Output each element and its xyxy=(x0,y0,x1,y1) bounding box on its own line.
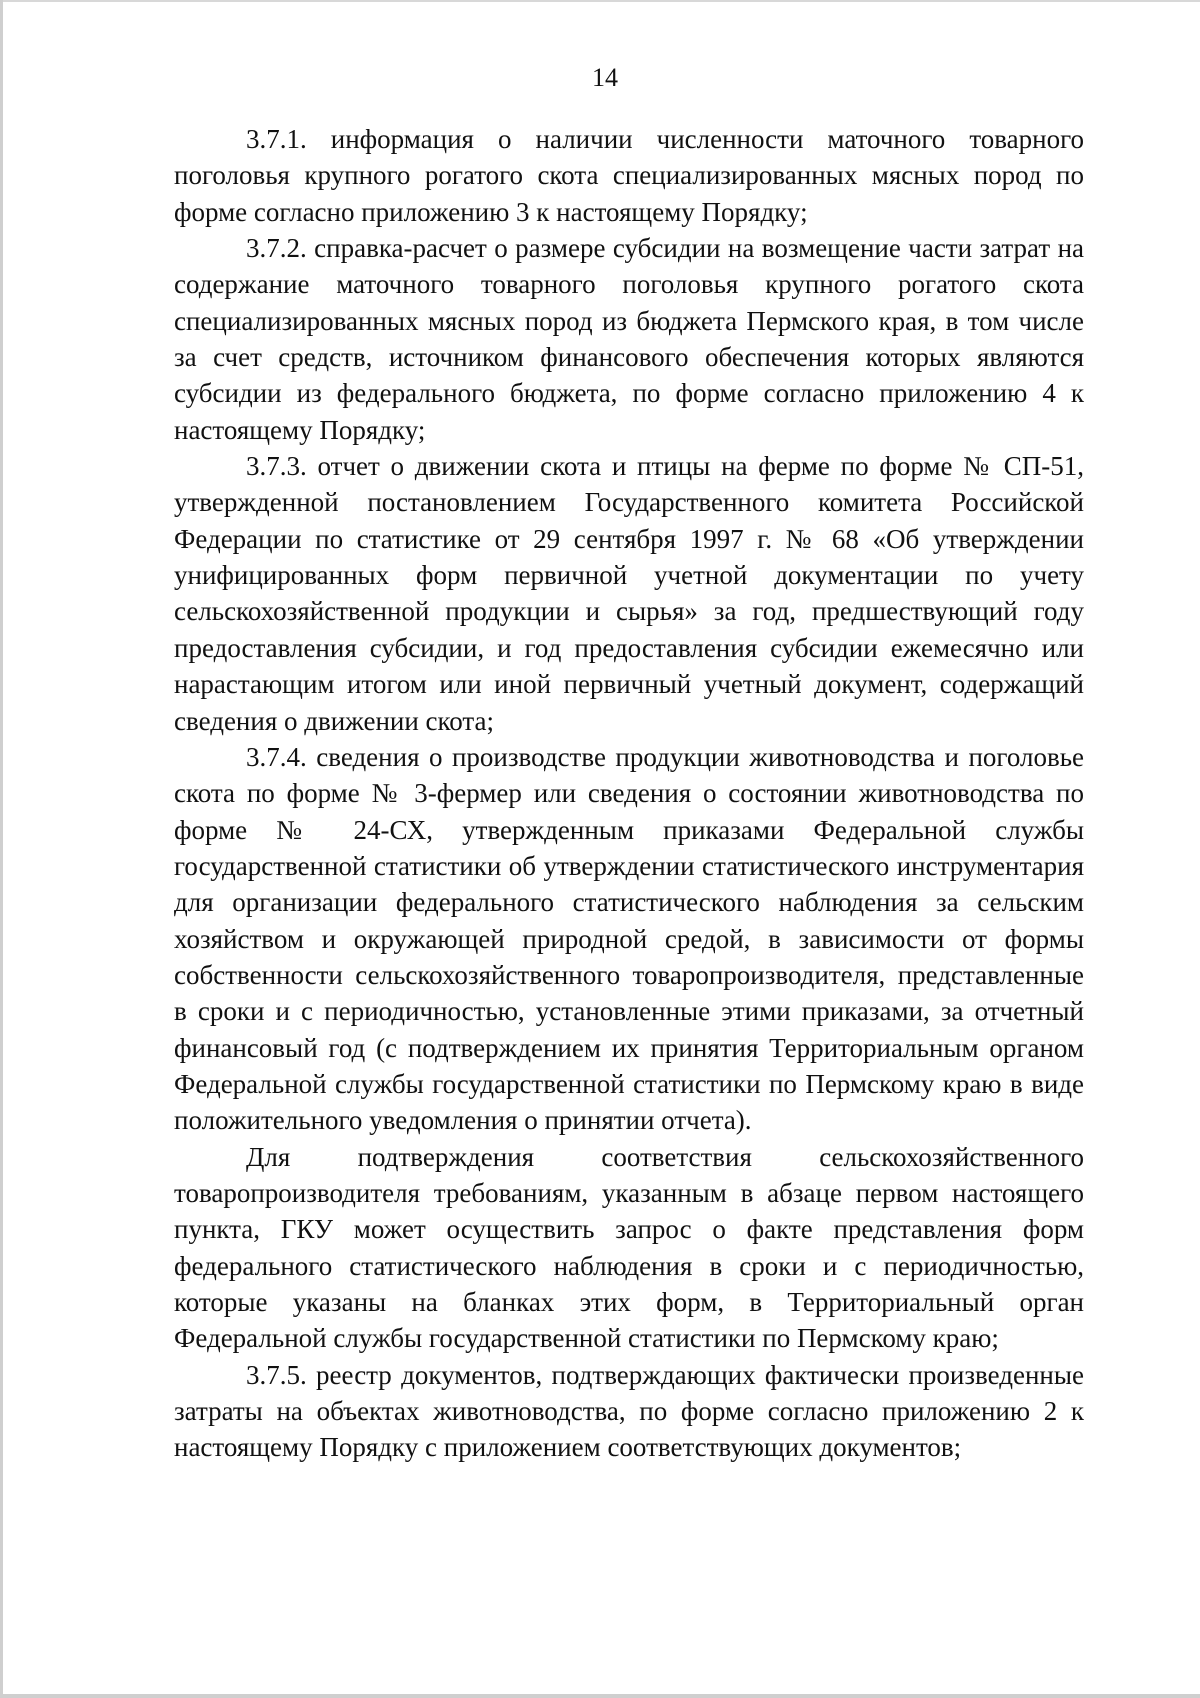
scan-edge-bottom xyxy=(0,1694,1200,1698)
paragraph-verification: Для подтверждения соответствия сельскохозяйственного товаропроизводителя требованиям, указанным в абзаце первом настоящего пункта, ГКУ может осуществить запрос о факте представления форм федерального статистического наблюдения в сроки и с периодичностью, которые указаны на бланках этих форм, в Территориальный орган Федеральной службы государственной статистики по Пермскому краю; xyxy=(174,1141,1084,1354)
paragraph-3-7-4: 3.7.4. сведения о производстве продукции животноводства и поголовье скота по форме № 3-фермер или сведения о состоянии животноводства по форме № 24-СХ, утвержденным приказами Федеральной службы государственной статистики об утверждении статистического инструментария для организации федерального статистического наблюдения за сельским хозяйством и окружающей природной средой, в зависимости от формы собственности сельскохозяйственного товаропроизводителя, представленные в сроки и с периодичностью, установленные этими приказами, за отчетный финансовый год (с подтверждением их принятия Территориальным органом Федеральной службы государственной статистики по Пермскому краю в виде положительного уведомления о принятии отчета). xyxy=(174,741,1084,1136)
scan-edge-left xyxy=(0,0,3,1698)
document-body xyxy=(174,121,1084,1466)
page-number: 14 xyxy=(592,63,618,92)
scan-edge-top xyxy=(0,0,1200,2)
paragraph-3-7-2: 3.7.2. справка-расчет о размере субсидии на возмещение части затрат на содержание маточного товарного поголовья крупного рогатого скота специализированных мясных пород из бюджета Пермского края, в том числе за счет средств, источником финансового обеспечения которых являются субсидии из федерального бюджета, по форме согласно приложению 4 к настоящему Порядку; xyxy=(174,233,1084,445)
paragraph-3-7-1: 3.7.1. информация о наличии численности маточного товарного поголовья крупного рогатого скота специализированных мясных пород по форме согласно приложению 3 к настоящему Порядку; xyxy=(174,124,1084,227)
paragraph-3-7-3: 3.7.3. отчет о движении скота и птицы на ферме по форме № СП-51, утвержденной постановлением Государственного комитета Российской Федерации по статистике от 29 сентября 1997 г. № 68 «Об утверждении унифицированных форм первичной учетной документации по учету сельскохозяйственной продукции и сырья» за год, предшествующий году предоставления субсидии, и год предоставления субсидии ежемесячно или нарастающим итогом или иной первичный учетный документ, содержащий сведения о движении скота; xyxy=(174,451,1084,736)
paragraph-3-7-5: 3.7.5. реестр документов, подтверждающих фактически произведенные затраты на объектах животноводства, по форме согласно приложению 2 к настоящему Порядку с приложением соответствующих документов; xyxy=(174,1359,1084,1463)
